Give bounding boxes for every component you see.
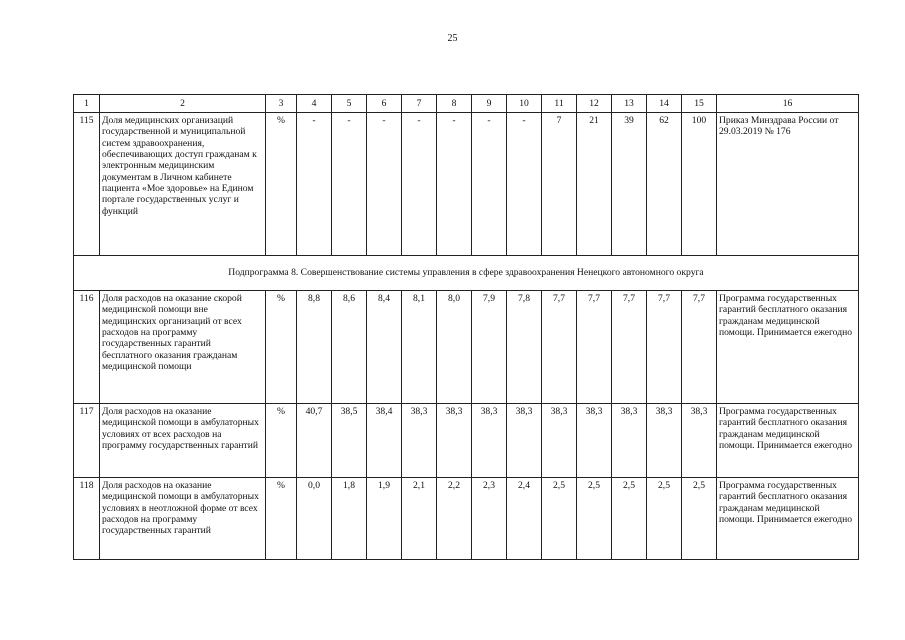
value-cell: 7,7 — [542, 291, 577, 404]
value-cell: 100 — [682, 113, 717, 256]
value-cell: 38,3 — [507, 404, 542, 478]
value-cell: 0,0 — [297, 478, 332, 560]
header-cell: 3 — [266, 95, 297, 113]
value-cell: 8,8 — [297, 291, 332, 404]
value-cell: 2,3 — [472, 478, 507, 560]
header-cell: 11 — [542, 95, 577, 113]
value-cell: 38,4 — [367, 404, 402, 478]
value-cell: 39 — [612, 113, 647, 256]
value-cell: 38,3 — [612, 404, 647, 478]
source-cell: Программа государственных гарантий бесплатного оказания гражданам медицинской помощи. Принимается ежегодно — [717, 291, 859, 404]
header-cell: 16 — [717, 95, 859, 113]
value-cell: 38,3 — [472, 404, 507, 478]
unit-cell: % — [266, 113, 297, 256]
value-cell: - — [332, 113, 367, 256]
value-cell: 2,5 — [647, 478, 682, 560]
subprogram-row — [74, 256, 859, 291]
header-cell: 10 — [507, 95, 542, 113]
value-cell: 38,3 — [577, 404, 612, 478]
header-cell: 7 — [402, 95, 437, 113]
indicator-name: Доля медицинских организаций государственной и муниципальной систем здравоохранения, обеспечивающих доступ гражданам к электронным медицинским документам в Личном кабинете пациента «Мое здоровье» на Едином портале государственных услуг и функций — [100, 113, 266, 256]
value-cell: 8,1 — [402, 291, 437, 404]
header-cell: 14 — [647, 95, 682, 113]
value-cell: - — [507, 113, 542, 256]
value-cell: 2,2 — [437, 478, 472, 560]
header-cell: 6 — [367, 95, 402, 113]
value-cell: 8,6 — [332, 291, 367, 404]
row-number: 118 — [74, 478, 100, 560]
row-number: 117 — [74, 404, 100, 478]
indicator-name: Доля расходов на оказание медицинской помощи в амбулаторных условиях от всех расходов на программу государственных гарантий — [100, 404, 266, 478]
value-cell: 7,8 — [507, 291, 542, 404]
header-cell: 15 — [682, 95, 717, 113]
source-cell: Программа государственных гарантий бесплатного оказания гражданам медицинской помощи. Принимается ежегодно — [717, 404, 859, 478]
value-cell: - — [297, 113, 332, 256]
value-cell: 38,3 — [647, 404, 682, 478]
value-cell: 2,1 — [402, 478, 437, 560]
indicator-name: Доля расходов на оказание скорой медицинской помощи вне медицинских организаций от всех расходов на программу государственных гарантий бесплатного оказания гражданам медицинской помощи — [100, 291, 266, 404]
table-header-row — [74, 95, 859, 113]
value-cell: - — [402, 113, 437, 256]
unit-cell: % — [266, 291, 297, 404]
value-cell: 8,4 — [367, 291, 402, 404]
value-cell: 7,9 — [472, 291, 507, 404]
value-cell: 21 — [577, 113, 612, 256]
value-cell: 7 — [542, 113, 577, 256]
header-cell: 4 — [297, 95, 332, 113]
value-cell: 40,7 — [297, 404, 332, 478]
row-number: 115 — [74, 113, 100, 256]
value-cell: 38,5 — [332, 404, 367, 478]
value-cell: 62 — [647, 113, 682, 256]
header-cell: 9 — [472, 95, 507, 113]
indicator-table — [73, 94, 859, 560]
value-cell: 2,5 — [682, 478, 717, 560]
value-cell: - — [367, 113, 402, 256]
value-cell: 2,4 — [507, 478, 542, 560]
value-cell: 1,8 — [332, 478, 367, 560]
header-cell: 13 — [612, 95, 647, 113]
table-row — [74, 478, 859, 560]
table-row — [74, 113, 859, 256]
source-cell: Программа государственных гарантий бесплатного оказания гражданам медицинской помощи. Принимается ежегодно — [717, 478, 859, 560]
row-number: 116 — [74, 291, 100, 404]
value-cell: 7,7 — [647, 291, 682, 404]
value-cell: 7,7 — [682, 291, 717, 404]
header-cell: 8 — [437, 95, 472, 113]
value-cell: 8,0 — [437, 291, 472, 404]
table-row — [74, 404, 859, 478]
unit-cell: % — [266, 478, 297, 560]
header-cell: 1 — [74, 95, 100, 113]
value-cell: 7,7 — [577, 291, 612, 404]
value-cell: - — [437, 113, 472, 256]
table-row — [74, 291, 859, 404]
value-cell: 38,3 — [437, 404, 472, 478]
value-cell: 38,3 — [542, 404, 577, 478]
value-cell: 2,5 — [542, 478, 577, 560]
value-cell: 38,3 — [402, 404, 437, 478]
source-cell: Приказ Минздрава России от 29.03.2019 № 176 — [717, 113, 859, 256]
value-cell: 7,7 — [612, 291, 647, 404]
page-number: 25 — [447, 33, 458, 44]
header-cell: 2 — [100, 95, 266, 113]
unit-cell: % — [266, 404, 297, 478]
header-cell: 12 — [577, 95, 612, 113]
value-cell: 2,5 — [577, 478, 612, 560]
subprogram-title: Подпрограмма 8. Совершенствование системы управления в сфере здравоохранения Ненецкого автономного округа — [74, 256, 859, 291]
header-cell: 5 — [332, 95, 367, 113]
value-cell: 1,9 — [367, 478, 402, 560]
value-cell: 2,5 — [612, 478, 647, 560]
value-cell: 38,3 — [682, 404, 717, 478]
value-cell: - — [472, 113, 507, 256]
indicator-name: Доля расходов на оказание медицинской помощи в амбулаторных условиях в неотложной форме от всех расходов на программу государственных гарантий — [100, 478, 266, 560]
